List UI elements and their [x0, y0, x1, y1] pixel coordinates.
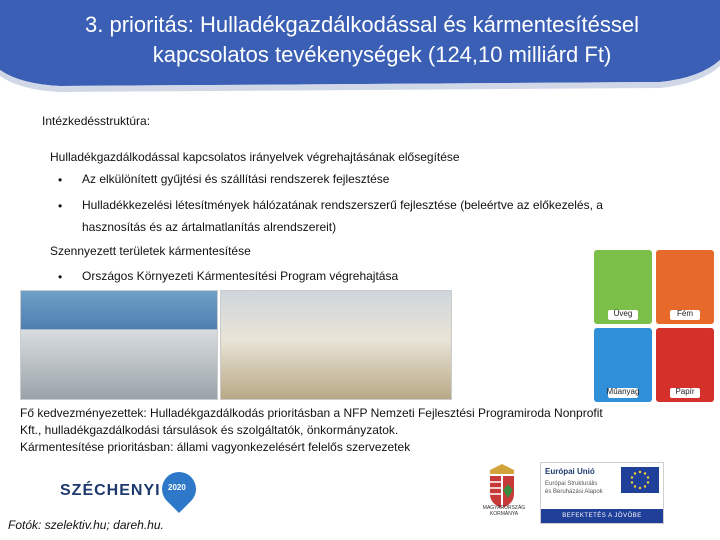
list-item-3: Országos Környezeti Kármentesítési Program végrehajtása	[82, 269, 399, 283]
szechenyi-year: 2020	[168, 483, 186, 492]
eu-logo	[540, 462, 664, 524]
page-title	[24, 10, 700, 70]
photo-bales	[220, 290, 452, 400]
bin-plastic	[594, 328, 652, 402]
bin-glass	[594, 250, 652, 324]
beneficiaries-line-1: Fő kedvezményezettek: Hulladékgazdálkodás prioritásban a NFP Nemzeti Fejlesztési Programiroda Nonprofit	[20, 406, 603, 420]
bin-glass-label: Üveg	[613, 309, 633, 318]
bin-paper-label: Papír	[675, 387, 695, 396]
title-line-2: kapcsolatos tevékenységek (124,10 milliárd Ft)	[152, 42, 612, 67]
eu-flag-icon	[621, 467, 659, 493]
eu-title: Európai Unió	[545, 467, 595, 476]
bin-plastic-label: Műanyag	[606, 387, 640, 396]
eu-footer: BEFEKTETÉS A JÖVŐBE	[541, 509, 663, 523]
photo-workers	[20, 290, 218, 400]
list-item-2: Hulladékkezelési létesítmények hálózatának rendszerszerű fejlesztése (beleértve az előkezelés, a	[82, 198, 603, 212]
bullet-3: •	[58, 270, 63, 284]
title-line-1: 3. prioritás: Hulladékgazdálkodással és kármentesítéssel	[85, 12, 639, 37]
beneficiaries-text	[20, 405, 700, 456]
title-banner	[0, 0, 720, 92]
list-item-2-cont: hasznosítás és az ártalmatlanítás alrendszereit)	[82, 220, 337, 234]
group2-heading: Szennyezett területek kármentesítése	[50, 244, 251, 258]
szechenyi-text: SZÉCHENYI	[60, 482, 161, 499]
bin-paper	[656, 328, 714, 402]
beneficiaries-line-3: Kármentesítése prioritásban: állami vagyonkezelésért felelős szervezetek	[20, 440, 411, 454]
recycling-bins	[592, 248, 716, 404]
bullet-1: •	[58, 173, 63, 187]
government-label: MAGYARORSZÁG KORMÁNYA	[482, 505, 526, 517]
szechenyi-logo	[60, 470, 190, 510]
eu-line-1: Európai Strukturális	[545, 481, 598, 487]
group1-heading: Hulladékgazdálkodással kapcsolatos irányelvek végrehajtásának elősegítése	[50, 150, 460, 164]
bin-metal	[656, 250, 714, 324]
section-label: Intézkedésstruktúra:	[42, 114, 151, 128]
photo-credit: Fotók: szelektiv.hu; dareh.hu.	[8, 518, 164, 532]
bullet-2: •	[58, 199, 63, 213]
eu-line-2: és Beruházási Alapok	[545, 489, 603, 495]
bin-metal-label: Fém	[677, 309, 693, 318]
beneficiaries-line-2: Kft., hulladékgazdálkodási társulások és szolgáltatók, önkormányzatok.	[20, 423, 399, 437]
list-item-1: Az elkülönített gyűjtési és szállítási rendszerek fejlesztése	[82, 172, 390, 186]
